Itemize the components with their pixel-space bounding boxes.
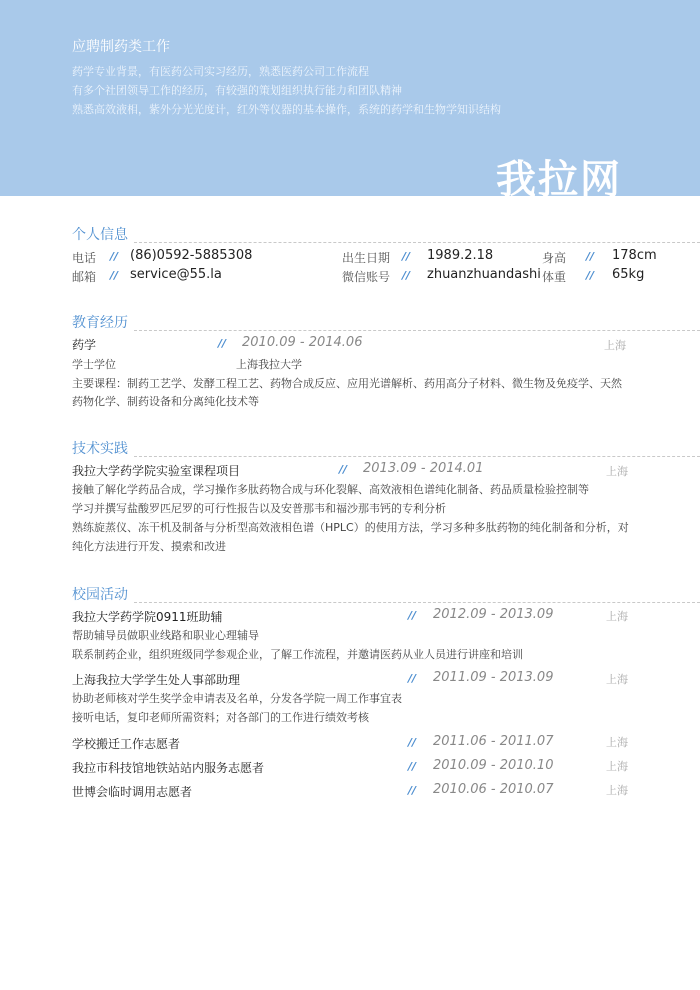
practice-date: 2013.09 - 2014.01 [363,461,484,476]
value-email[interactable]: service@55.la [130,267,222,282]
label-birthdate: 出生日期 [342,251,391,265]
education-degree: 学士学位 [72,358,116,371]
section-divider [134,242,700,243]
value-height: 178cm [612,248,657,263]
separator: // [218,337,227,350]
section-title-education: 教育经历 [72,315,128,331]
practice-line: 熟练旋蒸仪、冻干机及制备与分析型高效液相色谱（HPLC）的使用方法，学习多种多肽药物的纯化制备和分析，对 [72,521,629,534]
activity-location: 上海 [606,610,628,623]
section-title-personal: 个人信息 [72,227,128,243]
separator: // [110,269,119,282]
section-divider [134,602,700,603]
activity-date: 2010.09 - 2010.10 [433,758,554,773]
section-divider [134,330,700,331]
practice-location: 上海 [606,465,628,478]
label-wechat: 微信账号 [342,270,391,284]
section-title-campus: 校园活动 [72,587,128,603]
value-birthdate: 1989.2.18 [427,248,494,263]
separator: // [408,736,417,749]
summary-line: 有多个社团领导工作的经历，有较强的策划组织执行能力和团队精神 [72,84,402,97]
separator: // [586,269,595,282]
job-objective: 应聘制药类工作 [72,39,170,55]
separator: // [408,672,417,685]
activity-date: 2011.06 - 2011.07 [433,734,554,749]
separator: // [586,250,595,263]
separator: // [402,250,411,263]
label-height: 身高 [542,251,567,265]
activity-title: 上海我拉大学学生处人事部助理 [72,673,241,687]
activity-line: 帮助辅导员做职业线路和职业心理辅导 [72,629,259,642]
label-weight: 体重 [542,270,567,284]
activity-location: 上海 [606,673,628,686]
label-phone: 电话 [72,251,97,265]
courses-line: 药物化学、制药设备和分离纯化技术等 [72,395,259,408]
separator: // [408,609,417,622]
section-title-practice: 技术实践 [72,441,128,457]
section-divider [134,456,700,457]
activity-description [72,626,523,664]
separator: // [339,463,348,476]
activity-line: 协助老师核对学生奖学金申请表及名单，分发各学院一周工作事宜表 [72,692,402,705]
activity-location: 上海 [606,760,628,773]
summary-line: 药学专业背景，有医药公司实习经历，熟悉医药公司工作流程 [72,65,369,78]
activity-title: 我拉大学药学院0911班助辅 [72,610,223,624]
value-wechat: zhuanzhuandashi [427,267,541,282]
activity-date: 2010.06 - 2010.07 [433,782,554,797]
education-courses [72,375,622,411]
label-email: 邮箱 [72,270,97,284]
practice-line: 学习并撰写盐酸罗匹尼罗的可行性报告以及安普那韦和福沙那韦钙的专利分析 [72,502,446,515]
courses-line: 主要课程：制药工艺学、发酵工程工艺、药物合成反应、应用光谱解析、药用高分子材料、微生物及免疫学、天然 [72,377,622,390]
summary-line: 熟悉高效液相，紫外分光光度计，红外等仪器的基本操作，系统的药学和生物学知识结构 [72,103,501,116]
separator: // [408,760,417,773]
education-date: 2010.09 - 2014.06 [242,335,363,350]
practice-line: 接触了解化学药品合成，学习操作多肽药物合成与环化裂解、高效液相色谱纯化制备、药品质量检验控制等 [72,483,589,496]
activity-title: 世博会临时调用志愿者 [72,785,193,799]
activity-location: 上海 [606,736,628,749]
education-school: 上海我拉大学 [236,358,302,371]
activity-line: 接听电话，复印老师所需资料；对各部门的工作进行绩效考核 [72,711,369,724]
practice-description [72,480,629,556]
header-banner [0,0,700,203]
practice-project: 我拉大学药学院实验室课程项目 [72,464,241,478]
separator: // [402,269,411,282]
education-major: 药学 [72,338,97,352]
activity-title: 学校搬迁工作志愿者 [72,737,181,751]
value-weight: 65kg [612,267,645,282]
education-location: 上海 [604,339,626,352]
practice-line: 纯化方法进行开发、摸索和改进 [72,540,226,553]
activity-title: 我拉市科技馆地铁站站内服务志愿者 [72,761,265,775]
separator: // [110,250,119,263]
summary [72,62,501,119]
value-phone: (86)0592-5885308 [130,248,253,263]
activity-description [72,689,402,727]
activity-date: 2011.09 - 2013.09 [433,670,554,685]
activity-date: 2012.09 - 2013.09 [433,607,554,622]
activity-location: 上海 [606,784,628,797]
brand-logo-text: 我拉网 [496,157,622,203]
separator: // [408,784,417,797]
activity-line: 联系制药企业，组织班级同学参观企业，了解工作流程，并邀请医药从业人员进行讲座和培训 [72,648,523,661]
